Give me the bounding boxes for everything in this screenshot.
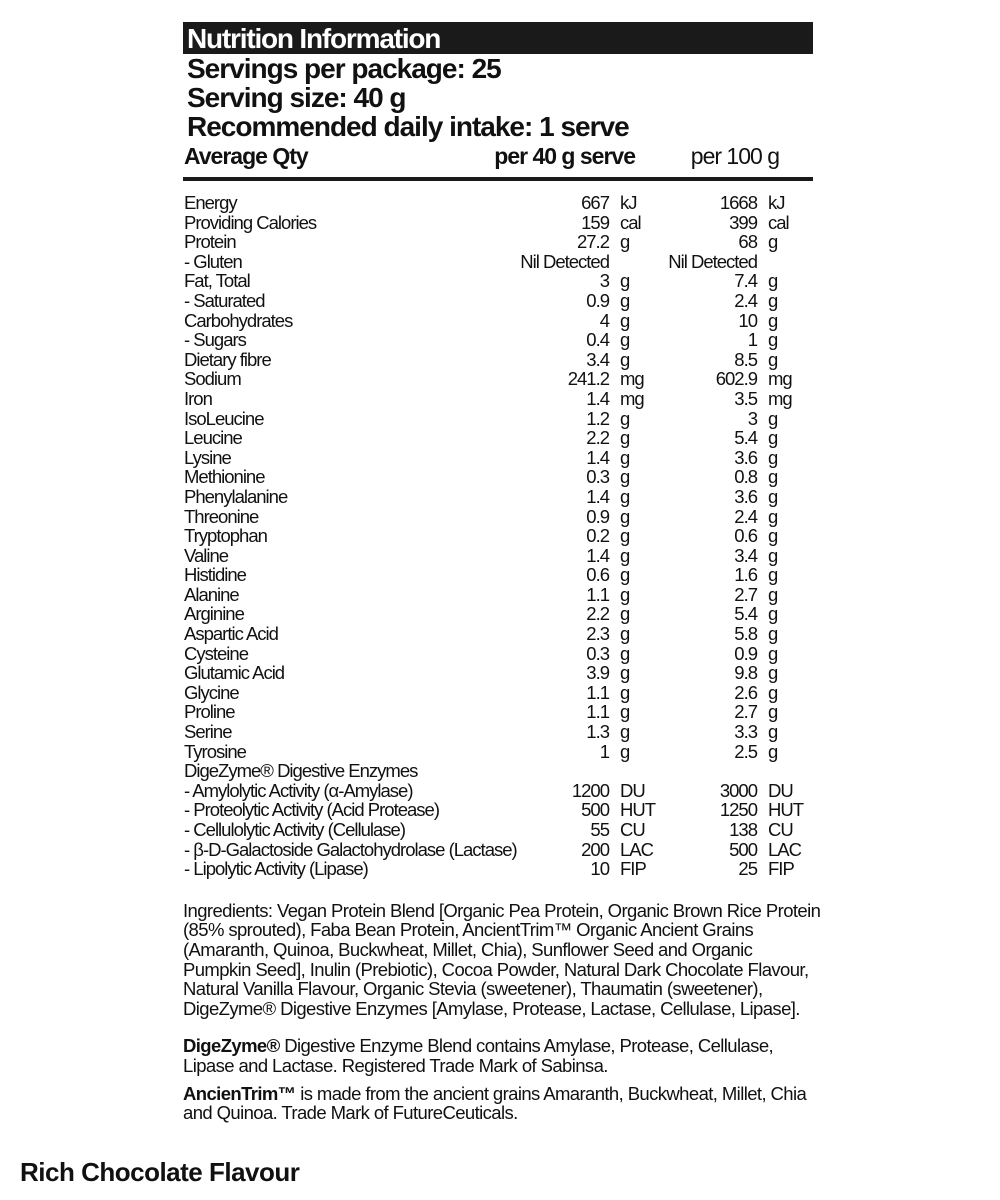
nutrient-name: Cysteine [184, 642, 248, 664]
nutrition-panel [183, 22, 821, 1124]
unit-per-serve: g [620, 466, 630, 488]
value-per-serve: 1 [599, 740, 609, 762]
value-per-100g: 138 [729, 819, 757, 840]
unit-per-serve: g [620, 583, 630, 605]
unit-per-100g: LAC [768, 838, 801, 860]
digezyme-brand: DigeZyme® [183, 1035, 280, 1057]
recommended-intake: Recommended daily intake: 1 serve [187, 111, 629, 142]
table-row [183, 644, 813, 664]
unit-per-100g: g [768, 701, 778, 723]
digezyme-text: Digestive Enzyme Blend contains Amylase, Protease, Cellulase, Lipase and Lactase. Registered Trade Mark of Sabinsa. [183, 1035, 774, 1076]
nutrient-table [183, 193, 813, 879]
table-row [183, 213, 813, 233]
value-per-100g: 2.7 [734, 583, 757, 605]
table-row [183, 840, 813, 860]
nutrient-name: Fat, Total [184, 270, 250, 292]
unit-per-100g: g [768, 564, 778, 586]
unit-per-serve: g [620, 446, 630, 468]
unit-per-100g: CU [768, 819, 793, 840]
nutrient-name: Tryptophan [184, 525, 267, 547]
digezyme-note [183, 1036, 823, 1075]
value-per-serve: 1.4 [586, 446, 609, 468]
value-per-serve: 1.1 [586, 701, 609, 723]
unit-per-serve: g [620, 485, 630, 507]
value-per-serve: 0.9 [586, 505, 609, 527]
value-per-100g: 2.6 [734, 681, 757, 703]
unit-per-serve: g [620, 564, 630, 586]
unit-per-serve: DU [620, 779, 645, 801]
value-per-100g: 1250 [719, 799, 757, 821]
nutrient-name: Serine [184, 721, 232, 743]
unit-per-100g: mg [768, 368, 792, 390]
table-row [183, 350, 813, 370]
nutrient-name: Carbohydrates [184, 309, 293, 331]
col-per-serve: per 40 g serve [494, 143, 635, 169]
value-per-100g: 500 [729, 838, 757, 860]
value-per-serve: 0.6 [586, 564, 609, 586]
nutrient-name: Tyrosine [184, 740, 246, 762]
table-row [183, 232, 813, 252]
value-per-100g: 10 [738, 309, 757, 331]
value-per-100g: 5.4 [734, 427, 757, 449]
table-row [183, 624, 813, 644]
flavour-label: Rich Chocolate Flavour [20, 1157, 300, 1187]
table-row [183, 683, 813, 703]
value-per-100g: 1668 [719, 192, 757, 213]
value-per-100g: 3000 [719, 779, 757, 801]
header-rule [183, 177, 813, 181]
value-per-serve: 0.2 [586, 525, 609, 547]
table-row [183, 428, 813, 448]
value-per-100g: 2.4 [734, 289, 757, 311]
nutrient-name: Methionine [184, 466, 265, 488]
unit-per-100g: mg [768, 387, 792, 409]
unit-per-100g: g [768, 466, 778, 488]
unit-per-serve: g [620, 544, 630, 566]
nutrient-name: Glutamic Acid [184, 662, 285, 684]
value-per-serve: 1.2 [586, 407, 609, 429]
unit-per-serve: g [620, 740, 630, 762]
unit-per-serve: g [620, 270, 630, 292]
value-per-serve: 1200 [571, 779, 609, 801]
value-per-serve: 2.2 [586, 603, 609, 625]
value-per-100g: 602.9 [715, 368, 757, 390]
table-row [183, 565, 813, 585]
value-per-100g: 8.5 [734, 348, 757, 370]
value-per-100g: 1.6 [734, 564, 757, 586]
nutrient-name: Aspartic Acid [184, 623, 278, 645]
value-per-serve: 3.9 [586, 662, 609, 684]
value-per-serve: 0.3 [586, 642, 609, 664]
nutrient-name: - Proteolytic Activity (Acid Protease) [184, 799, 440, 821]
value-per-serve: 55 [590, 819, 609, 840]
table-row [183, 271, 813, 291]
unit-per-serve: CU [620, 819, 645, 840]
unit-per-100g: g [768, 446, 778, 468]
unit-per-100g: g [768, 329, 778, 351]
value-per-serve: Nil Detected [520, 250, 609, 272]
serving-size: Serving size: 40 g [187, 82, 406, 113]
nutrient-name: Valine [184, 544, 229, 566]
table-row [183, 859, 813, 879]
nutrient-name: - Amylolytic Activity (α-Amylase) [184, 779, 413, 801]
nutrient-name: Iron [184, 387, 212, 409]
value-per-serve: 2.2 [586, 427, 609, 449]
value-per-100g: 3.6 [734, 446, 757, 468]
table-row [183, 702, 813, 722]
unit-per-100g: g [768, 623, 778, 645]
unit-per-100g: g [768, 603, 778, 625]
unit-per-100g: g [768, 583, 778, 605]
nutrient-name: Sodium [184, 368, 241, 390]
unit-per-serve: g [620, 505, 630, 527]
unit-per-100g: g [768, 485, 778, 507]
unit-per-100g: g [768, 642, 778, 664]
value-per-100g: 0.6 [734, 525, 757, 547]
unit-per-serve: g [620, 525, 630, 547]
ancientrim-note [183, 1084, 823, 1123]
value-per-100g: 25 [738, 858, 757, 880]
unit-per-100g: g [768, 681, 778, 703]
table-row [183, 585, 813, 605]
ancientrim-text: is made from the ancient grains Amaranth, Buckwheat, Millet, Chia and Quinoa. Trade Mark of FutureCeuticals. [183, 1082, 807, 1124]
unit-per-100g: g [768, 662, 778, 684]
unit-per-100g: g [768, 407, 778, 429]
column-headers [183, 143, 813, 177]
unit-per-serve: g [620, 231, 630, 253]
table-row [183, 781, 813, 801]
value-per-100g: 3.3 [734, 721, 757, 743]
nutrient-name: Threonine [184, 505, 259, 527]
table-row [183, 330, 813, 350]
unit-per-100g: g [768, 348, 778, 370]
table-row [183, 389, 813, 409]
table-row [183, 820, 813, 840]
table-row [183, 369, 813, 389]
value-per-serve: 3 [599, 270, 609, 292]
value-per-100g: 0.8 [734, 466, 757, 488]
unit-per-serve: g [620, 681, 630, 703]
unit-per-100g: g [768, 740, 778, 762]
nutrient-name: Energy [184, 192, 237, 213]
value-per-100g: 5.8 [734, 623, 757, 645]
value-per-serve: 10 [590, 858, 609, 880]
value-per-serve: 1.1 [586, 583, 609, 605]
value-per-serve: 241.2 [567, 368, 609, 390]
unit-per-100g: g [768, 309, 778, 331]
value-per-serve: 159 [581, 211, 609, 233]
table-row [183, 467, 813, 487]
value-per-serve: 1.4 [586, 485, 609, 507]
nutrient-name: Proline [184, 701, 235, 723]
value-per-100g: 399 [729, 211, 757, 233]
nutrient-name: Providing Calories [184, 211, 317, 233]
nutrient-name: IsoLeucine [184, 407, 264, 429]
value-per-serve: 27.2 [576, 231, 609, 253]
table-row [183, 800, 813, 820]
unit-per-100g: g [768, 721, 778, 743]
unit-per-100g: g [768, 427, 778, 449]
nutrient-name: Phenylalanine [184, 485, 288, 507]
ancientrim-brand: AncienTrim™ [183, 1082, 296, 1104]
servings-per-package: Servings per package: 25 [187, 53, 501, 84]
value-per-100g: 3 [747, 407, 757, 429]
table-row [183, 448, 813, 468]
value-per-serve: 500 [581, 799, 609, 821]
nutrient-name: Leucine [184, 427, 242, 449]
table-row [183, 193, 813, 213]
unit-per-serve: g [620, 701, 630, 723]
value-per-100g: 3.4 [734, 544, 757, 566]
unit-per-100g: g [768, 270, 778, 292]
unit-per-100g: g [768, 289, 778, 311]
unit-per-serve: mg [620, 368, 644, 390]
value-per-serve: 4 [599, 309, 609, 331]
unit-per-serve: HUT [620, 799, 656, 821]
value-per-serve: 1.1 [586, 681, 609, 703]
table-row [183, 507, 813, 527]
table-row [183, 526, 813, 546]
value-per-serve: 3.4 [586, 348, 609, 370]
unit-per-serve: g [620, 348, 630, 370]
nutrient-name: DigeZyme® Digestive Enzymes [184, 760, 418, 782]
value-per-serve: 0.4 [586, 329, 609, 351]
unit-per-100g: DU [768, 779, 793, 801]
unit-per-serve: cal [620, 211, 641, 233]
unit-per-serve: g [620, 642, 630, 664]
nutrient-name: Histidine [184, 564, 246, 586]
value-per-100g: 2.5 [734, 740, 757, 762]
unit-per-serve: FIP [620, 858, 646, 880]
nutrient-name: - Saturated [184, 289, 265, 311]
col-average-qty: Average Qty [184, 143, 308, 169]
value-per-serve: 1.3 [586, 721, 609, 743]
table-row [183, 311, 813, 331]
value-per-100g: 5.4 [734, 603, 757, 625]
unit-per-serve: mg [620, 387, 644, 409]
value-per-100g: 3.5 [734, 387, 757, 409]
value-per-100g: 68 [738, 231, 757, 253]
table-row [183, 487, 813, 507]
value-per-100g: 9.8 [734, 662, 757, 684]
value-per-100g: 1 [747, 329, 757, 351]
table-row [183, 761, 813, 781]
table-row [183, 604, 813, 624]
nutrition-title: Nutrition Information [183, 22, 813, 54]
table-row [183, 742, 813, 762]
unit-per-serve: g [620, 721, 630, 743]
unit-per-serve: kJ [620, 192, 637, 213]
unit-per-100g: g [768, 505, 778, 527]
nutrient-name: Lysine [184, 446, 231, 468]
nutrient-name: - β-D-Galactoside Galactohydrolase (Lactase) [184, 838, 517, 860]
value-per-serve: 667 [581, 192, 609, 213]
unit-per-serve: g [620, 662, 630, 684]
nutrient-name: - Sugars [184, 329, 246, 351]
value-per-serve: 1.4 [586, 544, 609, 566]
table-row [183, 546, 813, 566]
nutrient-name: Alanine [184, 583, 239, 605]
nutrient-name: - Gluten [184, 250, 242, 272]
unit-per-serve: g [620, 289, 630, 311]
ingredients-text: Ingredients: Vegan Protein Blend [Organic Pea Protein, Organic Brown Rice Protein (85% sprouted), Faba Bean Protein, AncientTrim™ Organic Ancient Grains (Amaranth, Quinoa, Buckwheat, Millet, Chia), Sunflower Seed and Organic Pumpkin Seed], Inulin (Prebiotic), Cocoa Powder, Natural Dark Chocolate Flavour, Natural Vanilla Flavour, Organic Stevia (sweetener), Thaumatin (sweetener), DigeZyme® Digestive Enzymes [Amylase, Protease, Lactase, Cellulase, Lipase]. [183, 899, 821, 1019]
unit-per-serve: g [620, 329, 630, 351]
unit-per-100g: g [768, 544, 778, 566]
unit-per-serve: g [620, 603, 630, 625]
value-per-100g: 0.9 [734, 642, 757, 664]
table-row [183, 409, 813, 429]
unit-per-100g: g [768, 525, 778, 547]
nutrient-name: - Lipolytic Activity (Lipase) [184, 858, 368, 880]
table-row [183, 663, 813, 683]
unit-per-100g: g [768, 231, 778, 253]
value-per-100g: 7.4 [734, 270, 757, 292]
table-row [183, 291, 813, 311]
table-row [183, 252, 813, 272]
unit-per-serve: g [620, 427, 630, 449]
col-per-100g: per 100 g [690, 143, 779, 169]
unit-per-serve: g [620, 407, 630, 429]
value-per-serve: 0.9 [586, 289, 609, 311]
unit-per-serve: g [620, 623, 630, 645]
value-per-100g: 2.4 [734, 505, 757, 527]
value-per-100g: 3.6 [734, 485, 757, 507]
nutrient-name: Arginine [184, 603, 244, 625]
nutrient-name: Protein [184, 231, 236, 253]
unit-per-100g: FIP [768, 858, 794, 880]
table-row [183, 722, 813, 742]
nutrient-name: - Cellulolytic Activity (Cellulase) [184, 819, 405, 840]
unit-per-100g: kJ [768, 192, 785, 213]
nutrient-name: Dietary fibre [184, 348, 271, 370]
value-per-serve: 2.3 [586, 623, 609, 645]
value-per-100g: 2.7 [734, 701, 757, 723]
value-per-100g: Nil Detected [668, 250, 757, 272]
unit-per-100g: HUT [768, 799, 804, 821]
value-per-serve: 1.4 [586, 387, 609, 409]
value-per-serve: 200 [581, 838, 609, 860]
value-per-serve: 0.3 [586, 466, 609, 488]
unit-per-serve: LAC [620, 838, 653, 860]
nutrient-name: Glycine [184, 681, 239, 703]
unit-per-100g: cal [768, 211, 789, 233]
unit-per-serve: g [620, 309, 630, 331]
